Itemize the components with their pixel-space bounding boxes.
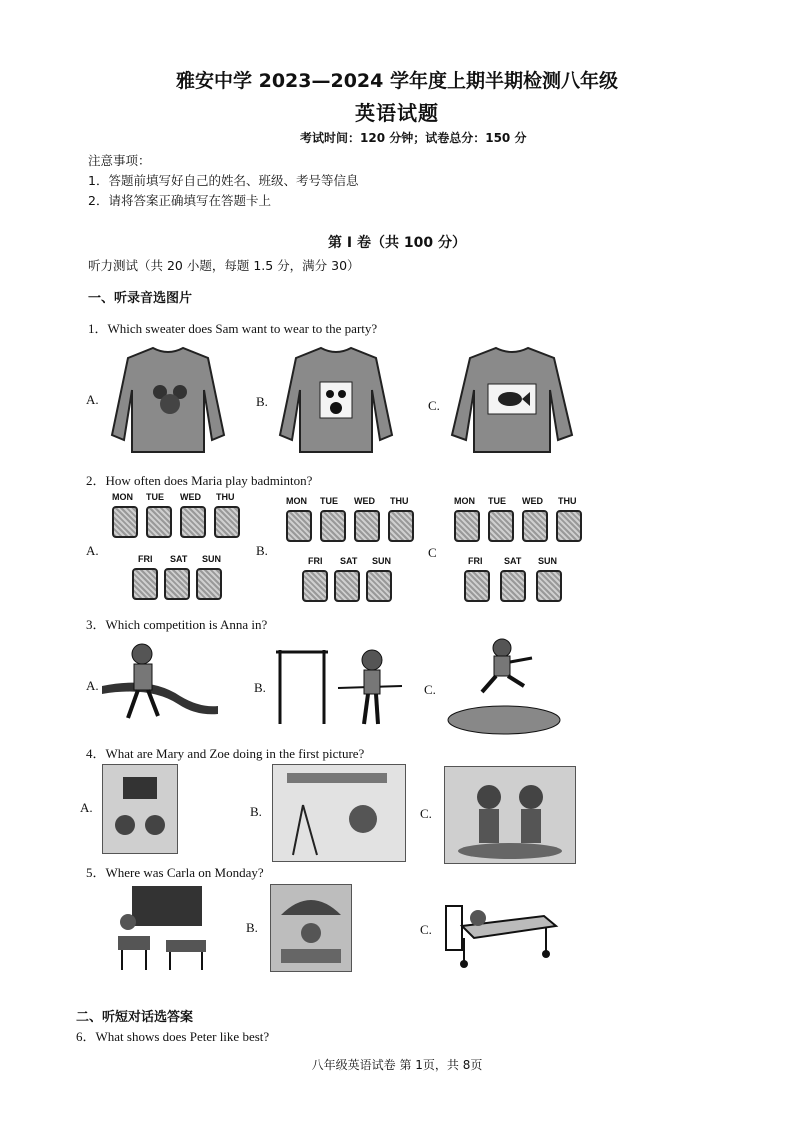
question-1: 1．Which sweater does Sam want to wear to the party? [88,321,378,336]
calendar-a [108,492,258,608]
dancing-image [444,766,576,864]
exam-title: 雅安中学 2023—2024 学年度上期半期检测八年级 [176,70,618,92]
cal-b-thu: THU [390,496,409,506]
cal-a-fri: FRI [138,554,153,564]
question-3: 3．Which competition is Anna in? [86,617,268,632]
sweater-fish-image [448,340,576,458]
cal-b-sat: SAT [340,556,358,566]
q5-option-b-label: B. [246,920,258,935]
cal-c-wed: WED [522,496,543,506]
cal-a-tue: TUE [146,492,164,502]
q1-option-a-label: A. [86,392,99,407]
cal-b-sun: SUN [372,556,392,566]
running-race-image [100,636,220,728]
q5-option-c-label: C. [420,922,432,937]
watching-tv-image [102,764,178,854]
cal-c-thu: THU [558,496,577,506]
page-footer: 八年级英语试卷 第 1页，共 8页 [311,1058,483,1072]
painting-pictures-image [272,764,406,862]
exam-subject: 英语试题 [355,101,439,125]
q2-option-c-label: C [428,545,437,560]
question-2: 2．How often does Maria play badminton? [86,473,313,488]
question-6: 6．What shows does Peter like best? [76,1029,270,1044]
long-jump-image [446,634,566,746]
high-jump-image [272,640,412,730]
cal-b-fri: FRI [308,556,323,566]
q4-option-c-label: C. [420,806,432,821]
note-item-1: 1．答题前填写好自己的姓名、班级、考号等信息 [88,173,359,188]
cal-a-mon: MON [112,492,133,502]
cal-a-thu: THU [216,492,235,502]
cal-a-sun: SUN [202,554,222,564]
question-5: 5．Where was Carla on Monday? [86,865,264,880]
calendar-c [450,496,600,612]
question-4: 4．What are Mary and Zoe doing in the first picture? [86,746,365,761]
q3-option-a-label: A. [86,678,99,693]
q3-option-b-label: B. [254,680,266,695]
cal-c-sun: SUN [538,556,558,566]
sweater-panda-image [276,340,396,458]
q4-option-a-label: A. [80,800,93,815]
cal-c-sat: SAT [504,556,522,566]
part1-title: 第 I 卷（共 100 分） [328,235,466,251]
notes-heading: 注意事项： [88,153,151,168]
section2-title: 二、听短对话选答案 [76,1010,194,1025]
cal-a-wed: WED [180,492,201,502]
note-item-2: 2．请将答案正确填写在答题卡上 [88,193,271,208]
q1-option-b-label: B. [256,394,268,409]
cal-c-tue: TUE [488,496,506,506]
cal-b-wed: WED [354,496,375,506]
cal-a-sat: SAT [170,554,188,564]
sweater-mouse-image [108,340,228,458]
q1-option-c-label: C. [428,398,440,413]
q2-option-b-label: B. [256,543,268,558]
cal-b-tue: TUE [320,496,338,506]
q2-option-a-label: A. [86,543,99,558]
cal-c-mon: MON [454,496,475,506]
hospital-bed-image [444,886,560,970]
picnic-image [270,884,352,972]
classroom-image [110,882,214,972]
cal-c-fri: FRI [468,556,483,566]
q4-option-b-label: B. [250,804,262,819]
exam-time-info: 考试时间：120 分钟；试卷总分：150 分 [300,131,527,145]
cal-b-mon: MON [286,496,307,506]
calendar-b [282,496,432,612]
listening-intro: 听力测试（共 20 小题，每题 1.5 分，满分 30） [88,258,360,273]
section1-title: 一、听录音选图片 [88,291,193,306]
q3-option-c-label: C. [424,682,436,697]
